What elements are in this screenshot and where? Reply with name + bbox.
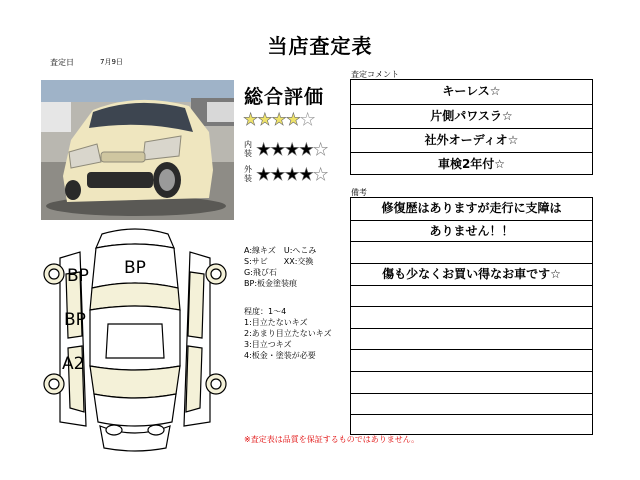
remarks-row: [351, 328, 592, 350]
remarks-box: [350, 197, 593, 435]
overall-rating-label: 総合評価: [244, 86, 325, 108]
comment-row: 車検2年付☆: [351, 152, 592, 176]
damage-mark: BP: [67, 266, 89, 286]
filled-star-icon: ★: [243, 110, 258, 130]
remarks-label: 備考: [351, 188, 367, 197]
damage-mark: BP: [64, 310, 86, 330]
remarks-row: [351, 393, 592, 415]
exterior-rating-stars: [256, 167, 327, 184]
interior-rating-stars: [256, 142, 327, 159]
legend-line: S:サビ XX:交換: [244, 257, 314, 266]
damage-legend: [244, 245, 316, 289]
filled-star-icon: ★: [256, 165, 271, 185]
damage-mark: BP: [124, 258, 146, 278]
comment-row: 片側パワスラ☆: [351, 104, 592, 128]
remarks-row: [351, 285, 592, 307]
legend-line: BP:板金塗装痕: [244, 279, 298, 288]
filled-star-icon: ★: [284, 165, 299, 185]
interior-label: 内装: [244, 140, 252, 158]
car-photo: [41, 80, 234, 220]
appraisal-comments-box: [350, 79, 593, 175]
disclaimer: ※査定表は品質を保証するものではありません。: [244, 435, 420, 444]
empty-star-icon: ★: [300, 110, 315, 130]
grade-line: 4:板金・塗装が必要: [244, 351, 316, 360]
remarks-row: [351, 371, 592, 393]
filled-star-icon: ★: [257, 110, 272, 130]
exterior-label: 外装: [244, 165, 252, 183]
legend-line: G:飛び石: [244, 268, 277, 277]
remarks-row: [351, 349, 592, 371]
damage-mark: A2: [62, 354, 85, 374]
grade-line: 1:目立たないキズ: [244, 318, 308, 327]
damage-grade-legend: [244, 306, 332, 361]
car-damage-diagram: [40, 226, 230, 454]
empty-star-icon: ★: [313, 140, 328, 160]
appraisal-date-value: 7月9日: [100, 58, 123, 66]
remarks-row: 修復歴はありますが走行に支障は: [381, 201, 562, 215]
comment-row: 社外オーディオ☆: [351, 128, 592, 152]
filled-star-icon: ★: [284, 140, 299, 160]
appraisal-comment-label: 査定コメント: [351, 70, 399, 79]
remarks-row: [351, 241, 592, 263]
filled-star-icon: ★: [256, 140, 271, 160]
remarks-row: [351, 414, 592, 436]
legend-line: A:線キズ U:へこみ: [244, 246, 317, 255]
remarks-row: 傷も少なくお買い得なお車です☆: [351, 263, 592, 285]
overall-rating-stars: [243, 112, 314, 129]
remarks-row: ありません！！: [351, 220, 592, 242]
filled-star-icon: ★: [285, 110, 300, 130]
appraisal-date-label: 査定日: [50, 58, 74, 67]
page-title: 当店査定表: [267, 34, 373, 58]
empty-star-icon: ★: [313, 165, 328, 185]
filled-star-icon: ★: [270, 165, 285, 185]
filled-star-icon: ★: [270, 140, 285, 160]
comment-row: キーレス☆: [442, 84, 501, 98]
grade-line: 2:あまり目立たないキズ: [244, 329, 332, 338]
filled-star-icon: ★: [271, 110, 286, 130]
grade-line: 程度：1～4: [244, 307, 287, 316]
filled-star-icon: ★: [298, 140, 313, 160]
remarks-row: [351, 306, 592, 328]
filled-star-icon: ★: [298, 165, 313, 185]
grade-line: 3:目立つキズ: [244, 340, 292, 349]
